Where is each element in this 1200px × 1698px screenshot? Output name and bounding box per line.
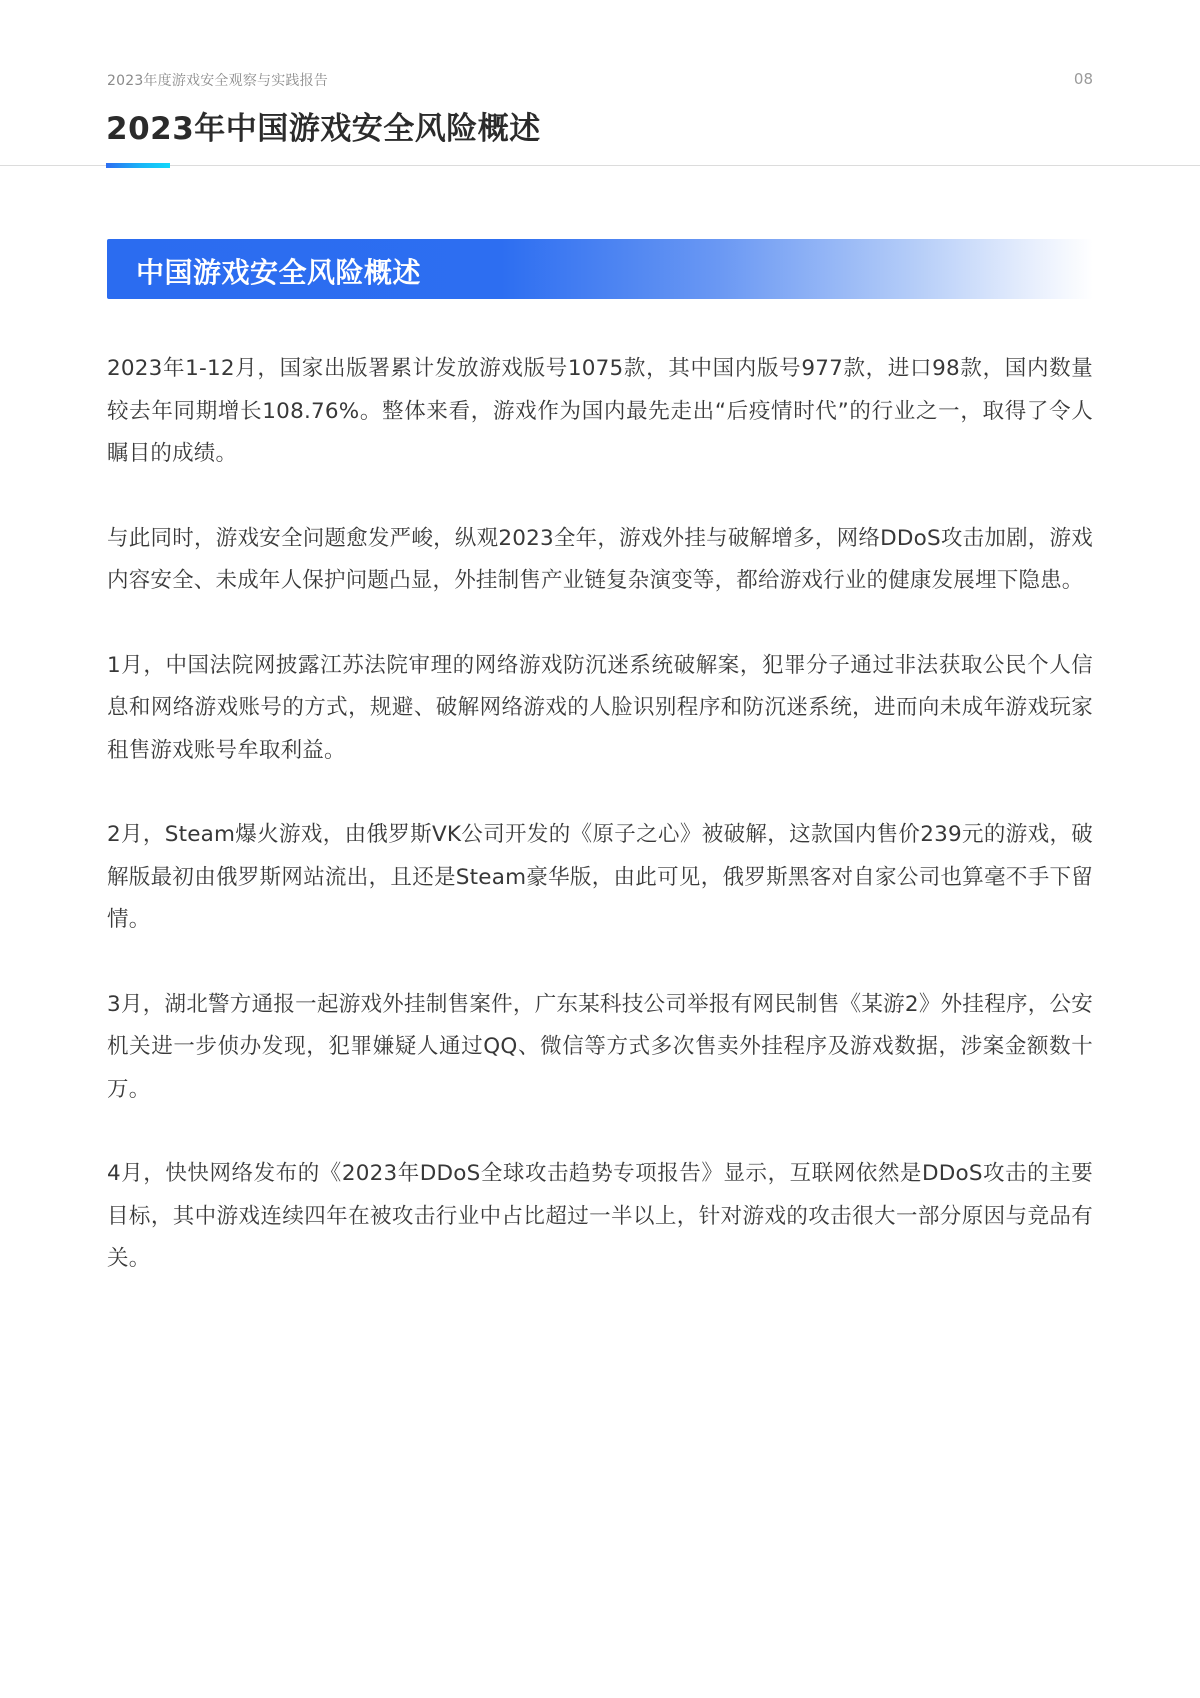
header-divider [0,165,1200,166]
paragraph-overview: 2023年1-12月，国家出版署累计发放游戏版号1075款，其中国内版号977款，进口98款，国内数量较去年同期增长108.76%。整体来看，游戏作为国内最先走出“后疫情时代”的行业之一，取得了令人瞩目的成绩。 [107,356,1093,466]
page-header [0,0,1200,170]
report-name: 2023年度游戏安全观察与实践报告 [107,73,329,89]
paragraph-february: 2月，Steam爆火游戏，由俄罗斯VK公司开发的《原子之心》被破解，这款国内售价239元的游戏，破解版最初由俄罗斯网站流出，且还是Steam豪华版，由此可见，俄罗斯黑客对自家公司也算毫不手下留情。 [107,822,1093,932]
paragraph-risks: 与此同时，游戏安全问题愈发严峻，纵观2023全年，游戏外挂与破解增多，网络DDoS攻击加剧，游戏内容安全、未成年人保护问题凸显，外挂制售产业链复杂演变等，都给游戏行业的健康发展埋下隐患。 [107,525,1093,593]
paragraph-january: 1月，中国法院网披露江苏法院审理的网络游戏防沉迷系统破解案，犯罪分子通过非法获取公民个人信息和网络游戏账号的方式，规避、破解网络游戏的人脸识别程序和防沉迷系统，进而向未成年游戏玩家租售游戏账号牟取利益。 [107,652,1093,763]
section-banner [107,239,1093,299]
page-title: 2023年中国游戏安全风险概述 [106,111,541,147]
paragraph-april: 4月，快快网络发布的《2023年DDoS全球攻击趋势专项报告》显示，互联网依然是DDoS攻击的主要目标，其中游戏连续四年在被攻击行业中占比超过一半以上，针对游戏的攻击很大一部分原因与竞品有关。 [107,1161,1093,1271]
page-number: 08 [1073,70,1093,88]
header-accent-bar [106,163,170,168]
body-content [107,348,1093,1323]
paragraph-march: 3月，湖北警方通报一起游戏外挂制售案件，广东某科技公司举报有网民制售《某游2》外挂程序，公安机关进一步侦办发现，犯罪嫌疑人通过QQ、微信等方式多次售卖外挂程序及游戏数据，涉案金额数十万。 [107,991,1093,1102]
section-title: 中国游戏安全风险概述 [136,256,422,289]
